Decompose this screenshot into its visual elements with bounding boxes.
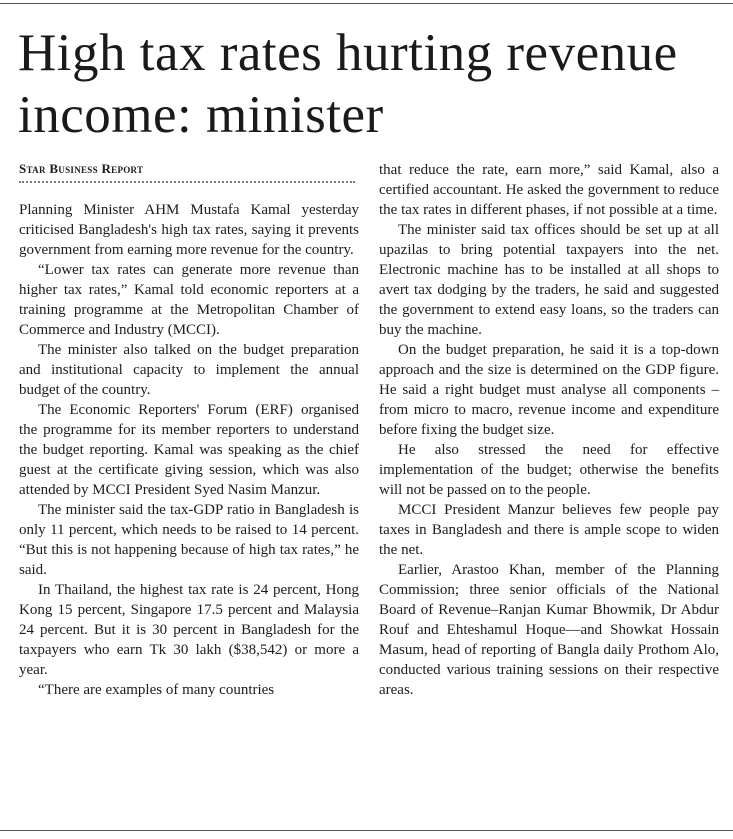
paragraph: that reduce the rate, earn more,” said Kamal, also a certified accountant. He asked the government to reduce the tax rates in different phases, if not possible at a time.	[379, 162, 719, 218]
paragraph: The minister said the tax-GDP ratio in Bangladesh is only 11 percent, which needs to be raised to 14 percent. “But this is not happening because of high tax rates,” he said.	[19, 502, 359, 578]
right-column	[379, 160, 719, 700]
headline: High tax rates hurting revenue income: minister	[18, 24, 678, 144]
byline: Star Business Report	[19, 161, 144, 176]
paragraph: Planning Minister AHM Mustafa Kamal yesterday criticised Bangladesh's high tax rates, saying it prevents government from earning more revenue for the country.	[19, 202, 359, 258]
paragraph: Earlier, Arastoo Khan, member of the Planning Commission; three senior officials of the National Board of Revenue–Ranjan Kumar Bhowmik, Dr Abdur Rouf and Ehteshamul Hoque—and Showkat Hossain Masum, head of reporting of Bangla daily Prothom Alo, conducted various training sessions on their respective areas.	[379, 562, 719, 698]
paragraph: The minister said tax offices should be set up at all upazilas to bring potential taxpayers into the net. Electronic machine has to be installed at all shops to avert tax dodging by the traders, he said and suggested the government to extend easy loans, so the traders can buy the machine.	[379, 222, 719, 338]
paragraph: MCCI President Manzur believes few people pay taxes in Bangladesh and there is ample scope to widen the net.	[379, 502, 719, 558]
paragraph: He also stressed the need for effective implementation of the budget; otherwise the benefits will not be passed on to the people.	[379, 442, 719, 498]
paragraph: On the budget preparation, he said it is a top-down approach and the size is determined on the GDP figure. He said a right budget must analyse all components – from micro to macro, revenue income and expenditure before fixing the budget size.	[379, 342, 719, 438]
paragraph: The minister also talked on the budget preparation and institutional capacity to implement the annual budget of the country.	[19, 342, 359, 398]
paragraph: In Thailand, the highest tax rate is 24 percent, Hong Kong 15 percent, Singapore 17.5 percent and Malaysia 24 percent. But it is 30 percent in Bangladesh for the taxpayers who earn Tk 30 lakh ($38,542) or more a year.	[19, 582, 359, 678]
byline-divider	[19, 181, 355, 183]
paragraph: “Lower tax rates can generate more revenue than higher tax rates,” Kamal told economic reporters at a training programme at the Metropolitan Chamber of Commerce and Industry (MCCI).	[19, 262, 359, 338]
bottom-rule	[0, 830, 733, 831]
paragraph: “There are examples of many countries	[38, 682, 275, 698]
top-rule	[0, 3, 733, 4]
left-column	[19, 200, 359, 700]
paragraph: The Economic Reporters' Forum (ERF) organised the programme for its member reporters to understand the budget reporting. Kamal was speaking as the chief guest at the certificate giving session, which was also attended by MCCI President Syed Nasim Manzur.	[19, 402, 359, 498]
